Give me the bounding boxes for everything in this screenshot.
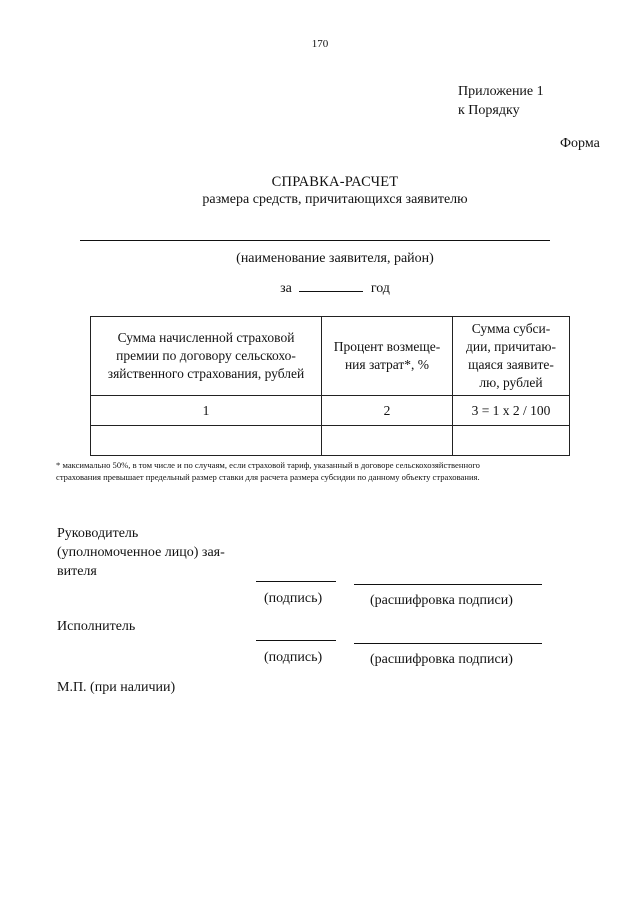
header-line: премии по договору сельскохо-	[116, 348, 296, 363]
executor-decoding-line[interactable]	[354, 643, 542, 644]
table-row-column-numbers	[91, 396, 570, 426]
form-label: Форма	[560, 136, 600, 151]
table-header-row	[91, 317, 570, 396]
executor-label: Исполнитель	[57, 619, 136, 634]
appendix-line-1: Приложение 1	[458, 84, 544, 99]
calculation-table	[90, 316, 570, 456]
header-line: Процент возмеще-	[333, 339, 441, 354]
year-suffix: год	[370, 281, 390, 296]
page-number: 170	[311, 38, 329, 50]
head-signature-caption: (подпись)	[264, 591, 323, 606]
header-line: дии, причитаю-	[466, 339, 556, 354]
header-subsidy-sum	[453, 317, 570, 396]
applicant-caption: (наименование заявителя, район)	[236, 251, 434, 266]
year-prefix: за	[280, 281, 292, 296]
document-subtitle: размера средств, причитающихся заявителю	[202, 192, 468, 207]
year-row	[0, 279, 640, 297]
header-line: Сумма субси-	[471, 321, 551, 336]
appendix-reference	[458, 82, 544, 120]
appendix-line-2: к Порядку	[458, 103, 520, 118]
head-label	[57, 524, 225, 581]
head-signature-line[interactable]	[256, 581, 336, 582]
head-label-line: вителя	[57, 564, 97, 579]
executor-decoding-caption: (расшифровка подписи)	[370, 652, 513, 667]
header-line: Сумма начисленной страховой	[117, 330, 295, 345]
executor-signature-caption: (подпись)	[264, 650, 323, 665]
document-title: СПРАВКА-РАСЧЕТ	[271, 174, 399, 190]
head-decoding-caption: (расшифровка подписи)	[370, 593, 513, 608]
cell-percent-input[interactable]	[322, 426, 453, 456]
stamp-label: М.П. (при наличии)	[57, 680, 176, 695]
footnote-line-2: страхования превышает предельный размер ставки для расчета размера субсидии по данному объекту страхования.	[56, 472, 480, 482]
header-line: ния затрат*, %	[344, 357, 430, 372]
head-decoding-line[interactable]	[354, 584, 542, 585]
table-row-empty	[91, 426, 570, 456]
header-line: щаяся заявите-	[468, 357, 554, 372]
column-number-2: 2	[322, 396, 453, 426]
year-blank-field[interactable]	[299, 279, 363, 292]
column-number-1: 1	[91, 396, 322, 426]
applicant-name-line[interactable]	[80, 240, 550, 241]
cell-subsidy-input[interactable]	[453, 426, 570, 456]
executor-signature-line[interactable]	[256, 640, 336, 641]
header-line: лю, рублей	[479, 375, 543, 390]
header-line: зяйственного страхования, рублей	[107, 366, 305, 381]
footnote-line-1: * максимально 50%, в том числе и по случаям, если страховой тариф, указанный в договоре сельскохозяйственного	[56, 460, 480, 470]
column-number-3: 3 = 1 х 2 / 100	[453, 396, 570, 426]
head-label-line: (уполномоченное лицо) зая-	[57, 545, 225, 560]
head-label-line: Руководитель	[57, 526, 139, 541]
cell-premium-input[interactable]	[91, 426, 322, 456]
header-reimbursement-percent	[322, 317, 453, 396]
footnote	[56, 459, 616, 483]
header-premium-sum	[91, 317, 322, 396]
